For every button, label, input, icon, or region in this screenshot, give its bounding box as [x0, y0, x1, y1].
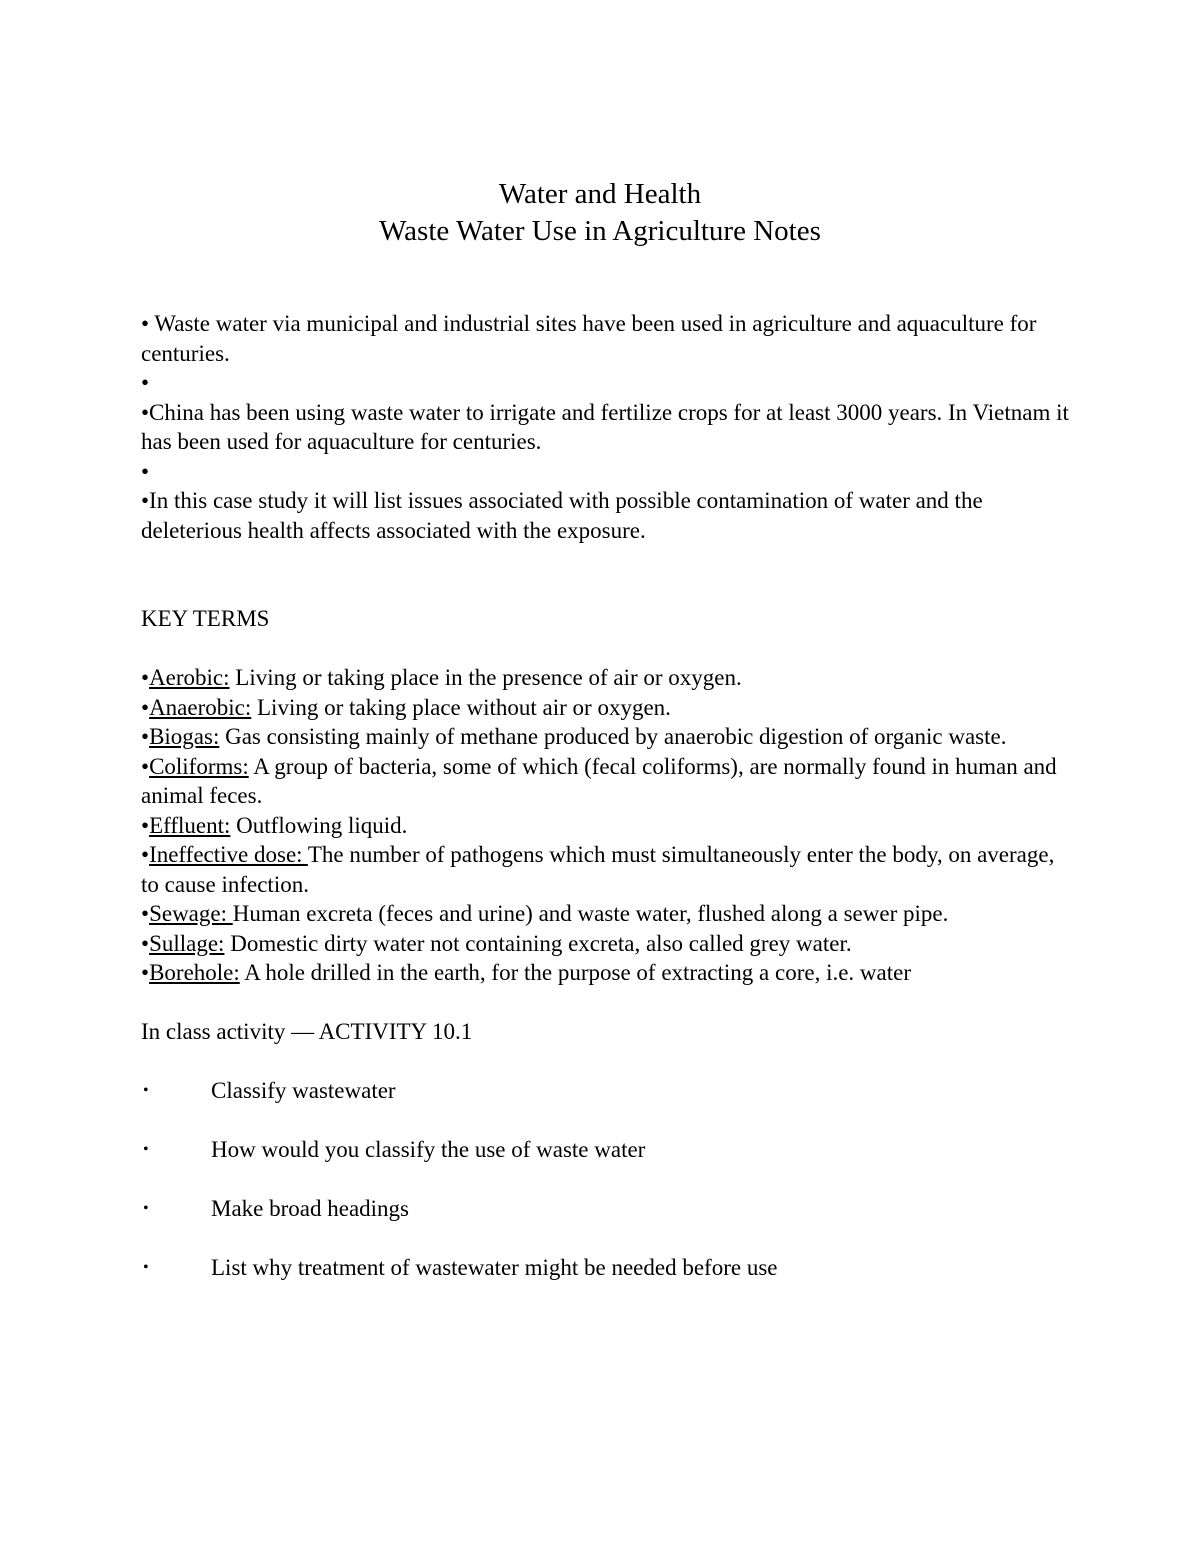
title-line-2: Waste Water Use in Agriculture Notes [379, 215, 821, 247]
document-title [0, 176, 1200, 250]
spacer [141, 545, 1071, 604]
activity-item-text: Classify wastewater [211, 1078, 396, 1103]
term-definition: The number of pathogens which must simultaneously enter the body, on average, to cause infection. [141, 842, 1055, 897]
activity-item [141, 1076, 1071, 1106]
term-definition: Gas consisting mainly of methane produced by anaerobic digestion of organic waste. [219, 724, 1007, 749]
term-bullet: • [141, 930, 150, 956]
term-definition: Domestic dirty water not containing excreta, also called grey water. [224, 930, 852, 956]
term-definition: A group of bacteria, some of which (fecal coliforms), are normally found in human and animal feces. [141, 753, 1057, 808]
activity-item-text: Make broad headings [211, 1196, 409, 1221]
term-bullet: • [141, 665, 150, 690]
intro-paragraph-1: • Waste water via municipal and industrial sites have been used in agriculture and aquaculture for centuries. [141, 311, 1037, 366]
bullet-icon: • [143, 1259, 149, 1276]
term-bullet: • [141, 694, 150, 720]
term-definition: Living or taking place without air or oxygen. [251, 694, 671, 720]
activity-list [141, 1076, 1071, 1283]
term-name: Ineffective dose: [149, 842, 308, 867]
activity-heading: In class activity — ACTIVITY 10.1 [141, 1019, 473, 1044]
activity-item [141, 1194, 1071, 1224]
key-terms-heading: KEY TERMS [141, 606, 270, 631]
term-anaerobic [141, 693, 1071, 723]
term-effluent [141, 811, 1071, 841]
intro-empty-bullet-2: • [141, 458, 150, 484]
intro-empty-bullet-1: • [141, 370, 150, 395]
bullet-icon: • [143, 1141, 149, 1158]
term-name: Biogas: [149, 724, 220, 749]
bullet-icon: • [143, 1082, 149, 1099]
bullet-icon: • [143, 1200, 149, 1217]
term-definition: Living or taking place in the presence of air or oxygen. [229, 665, 742, 690]
term-bullet: • [141, 812, 150, 838]
term-bullet: • [141, 753, 150, 779]
term-definition: Outflowing liquid. [230, 812, 408, 838]
spacer [141, 988, 1071, 1018]
term-name: Aerobic: [149, 665, 230, 690]
activity-item-text: List why treatment of wastewater might be needed before use [211, 1255, 778, 1280]
intro-paragraph-2: •China has been using waste water to irrigate and fertilize crops for at least 3000 years. In Vietnam it has been used for aquaculture for centuries. [141, 399, 1069, 454]
document-body [141, 309, 1071, 1312]
term-aerobic [141, 663, 1071, 693]
activity-item [141, 1135, 1071, 1165]
term-name: Sewage: [149, 901, 233, 926]
term-definition: Human excreta (feces and urine) and waste water, flushed along a sewer pipe. [232, 901, 949, 926]
term-name: Coliforms: [149, 753, 249, 779]
intro-paragraph-3: •In this case study it will list issues associated with possible contamination of water and the deleterious health affects associated with the exposure. [141, 488, 983, 543]
term-ineffective-dose [141, 840, 1071, 899]
term-bullet: • [141, 960, 150, 985]
term-biogas [141, 722, 1071, 752]
term-coliforms [141, 752, 1071, 811]
spacer [141, 1047, 1071, 1077]
term-borehole [141, 958, 1071, 988]
activity-item-text: How would you classify the use of waste water [211, 1137, 646, 1162]
term-sullage [141, 929, 1071, 959]
term-sewage [141, 899, 1071, 929]
term-name: Sullage: [149, 930, 225, 956]
term-name: Effluent: [149, 812, 231, 838]
term-definition: A hole drilled in the earth, for the purpose of extracting a core, i.e. water [239, 960, 911, 985]
term-name: Borehole: [149, 960, 240, 985]
spacer [141, 634, 1071, 664]
term-name: Anaerobic: [149, 694, 252, 720]
term-bullet: • [141, 724, 150, 749]
term-bullet: • [141, 842, 150, 867]
term-bullet: • [141, 901, 150, 926]
activity-item [141, 1253, 1071, 1283]
title-line-1: Water and Health [498, 178, 702, 210]
